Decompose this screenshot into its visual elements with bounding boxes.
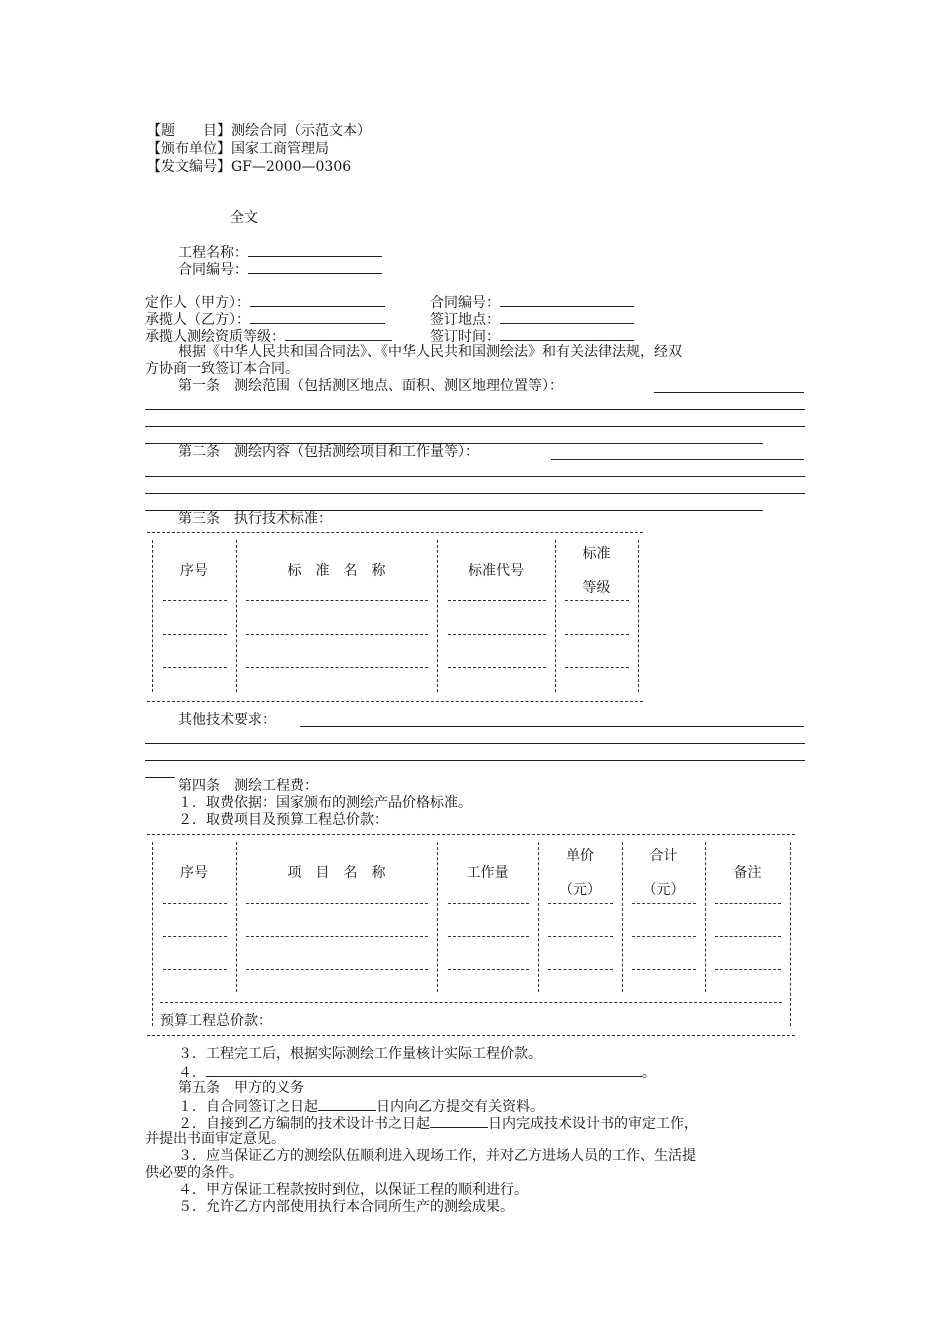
article4-item2: ２．取费项目及预算工程总价款： <box>178 812 388 828</box>
sign-place-label: 签订地点： <box>430 312 500 328</box>
sign-place-blank[interactable] <box>500 310 634 324</box>
preamble-line-2: 方协商一致签订本合同。 <box>145 361 299 377</box>
standards-table-bottom <box>147 701 643 702</box>
article4-item4-suffix: 。 <box>642 1065 656 1081</box>
standards-header-grade-1: 标准 <box>582 546 611 562</box>
article1-blank-1[interactable] <box>145 409 805 410</box>
fee-header-name: 项 目 名 称 <box>287 865 386 881</box>
fee-table-top <box>147 834 795 835</box>
article5-item3: ３．应当保证乙方的测绘队伍顺利进入现场工作，并对乙方进场人员的工作、生活提 <box>178 1148 696 1164</box>
article2-blank-1[interactable] <box>145 476 805 477</box>
doc-number-line: 【发文编号】GF—2000—0306 <box>147 159 352 175</box>
standards-table-top <box>147 532 643 533</box>
sign-time-label: 签订时间： <box>430 329 500 345</box>
other-requirements-label: 其他技术要求： <box>178 712 276 728</box>
project-name-label: 工程名称： <box>178 245 248 261</box>
issuer-line: 【颁布单位】国家工商管理局 <box>147 141 329 157</box>
article1-blank-2[interactable] <box>145 426 805 427</box>
article5-item2-cont: 并提出书面审定意见。 <box>145 1131 285 1147</box>
fulltext-label: 全文 <box>230 210 258 226</box>
party-b-blank[interactable] <box>250 310 385 324</box>
article5-item2-text-b: 日内完成技术设计书的审定工作， <box>488 1116 698 1132</box>
article2-blank-2[interactable] <box>145 493 805 494</box>
standards-header-code: 标准代号 <box>468 563 524 579</box>
other-requirements-blank-3[interactable] <box>145 777 175 778</box>
standards-header-name: 标 准 名 称 <box>287 563 386 579</box>
article2-blank-0[interactable] <box>551 459 804 460</box>
article5-item5: ５．允许乙方内部使用执行本合同所生产的测绘成果。 <box>178 1199 514 1215</box>
fee-header-seq: 序号 <box>180 865 208 881</box>
other-requirements-blank-2[interactable] <box>145 760 805 761</box>
fee-header-subtotal-1: 合计 <box>649 848 678 864</box>
article4-item4-prefix: ４． <box>178 1065 206 1081</box>
standards-header-seq: 序号 <box>180 563 208 579</box>
contract-no-label: 合同编号： <box>430 295 500 311</box>
article5-item1-days-blank[interactable] <box>318 1097 376 1111</box>
preamble-line-1: 根据《中华人民共和国合同法》、《中华人民共和国测绘法》和有关法律法规，经双 <box>178 344 682 360</box>
party-a-label: 定作人（甲方）： <box>145 295 250 311</box>
article1-title: 第一条 测绘范围（包括测区地点、面积、测区地理位置等）： <box>178 378 563 394</box>
other-requirements-blank-0[interactable] <box>300 726 804 727</box>
fee-total-label: 预算工程总价款： <box>160 1013 272 1029</box>
fee-header-unit-price-2: （元） <box>559 882 601 898</box>
cover-contract-no-label: 合同编号： <box>178 262 248 278</box>
article5-item2-days-blank[interactable] <box>430 1114 488 1128</box>
doc-title-line: 【题 目】测绘合同（示范文本） <box>147 123 371 139</box>
article5-item1-text-b: 日内向乙方提交有关资料。 <box>376 1099 544 1115</box>
qualification-label: 承揽人测绘资质等级： <box>145 329 285 345</box>
party-a-blank[interactable] <box>250 293 385 307</box>
article2-title: 第二条 测绘内容（包括测绘项目和工作量等）： <box>178 444 479 460</box>
other-requirements-blank-1[interactable] <box>145 743 805 744</box>
article4-item1: １．取费依据：国家颁布的测绘产品价格标准。 <box>178 795 472 811</box>
contract-no-blank[interactable] <box>500 293 634 307</box>
article4-item3: ３．工程完工后，根据实际测绘工作量核计实际工程价款。 <box>178 1046 542 1062</box>
fee-header-unit-price-1: 单价 <box>566 848 594 864</box>
cover-contract-no-blank[interactable] <box>248 260 382 274</box>
article5-item4: ４．甲方保证工程款按时到位，以保证工程的顺利进行。 <box>178 1182 528 1198</box>
fee-header-subtotal-2: （元） <box>642 882 685 898</box>
project-name-blank[interactable] <box>248 243 382 257</box>
cover-contract-no-field <box>178 260 382 279</box>
article1-blank-0[interactable] <box>654 392 804 393</box>
article3-title: 第三条 执行技术标准： <box>178 511 332 527</box>
article5-item1-text-a: １．自合同签订之日起 <box>178 1099 318 1115</box>
article4-title: 第四条 测绘工程费： <box>178 778 318 794</box>
fee-table-bottom <box>147 1035 795 1036</box>
article5-item3-cont: 供必要的条件。 <box>145 1165 243 1181</box>
standards-header-grade-2: 等级 <box>582 580 611 596</box>
fee-header-workload: 工作量 <box>466 865 509 881</box>
article4-item4-blank[interactable] <box>206 1063 642 1077</box>
sign-time-blank[interactable] <box>500 327 634 341</box>
article5-item2-text-a: ２．自接到乙方编制的技术设计书之日起 <box>178 1116 430 1132</box>
qualification-blank[interactable] <box>285 327 392 341</box>
article5-title: 第五条 甲方的义务 <box>178 1080 304 1096</box>
party-b-label: 承揽人（乙方）： <box>145 312 250 328</box>
fee-header-remark: 备注 <box>733 865 762 881</box>
